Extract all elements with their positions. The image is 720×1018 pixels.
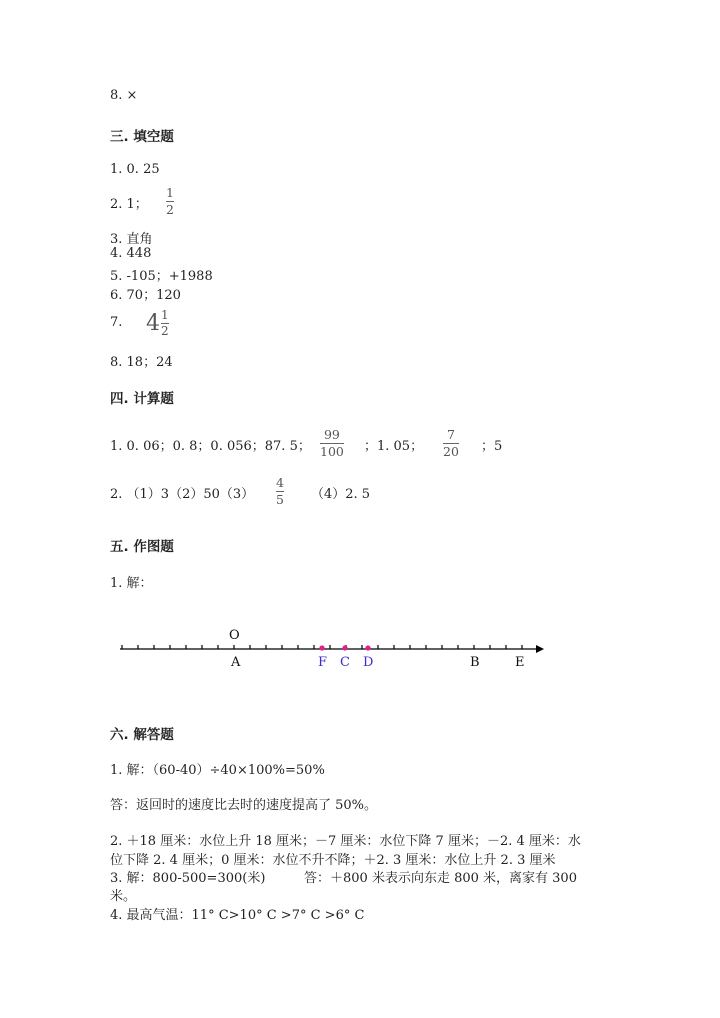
fraction-numerator: 7 [446,427,455,442]
fraction-denominator: 2 [166,201,174,217]
label-b: B [470,655,480,670]
solution-3-answer: 答：＋800 米表示向东走 800 米，离家有 300 [304,871,577,886]
drawing-answer-1: 1. 解： [110,576,153,591]
fill-answer-2: 2. 1； [110,197,148,212]
calc-answer-1-part-b: ；1. 05； [364,439,424,454]
fraction-denominator: 5 [276,491,284,507]
section-title-drawing: 五. 作图题 [110,539,174,555]
fill-answer-8: 8. 18；24 [110,355,173,370]
solution-3-calc: 3. 解：800-500=300(米) [110,871,266,886]
calc-answer-2-part-b: （4）2. 5 [311,487,371,502]
fraction-one-half [166,186,174,217]
fill-answer-4: 4. 448 [110,246,152,261]
fill-answer-6: 6. 70；120 [110,288,181,303]
mixed-number-four-and-half [146,309,169,338]
number-line-figure [0,622,720,692]
section-title-calculation: 四. 计算题 [110,391,174,407]
fraction-denominator: 100 [320,443,344,459]
fill-answer-5: 5. -105；+1988 [110,269,213,284]
label-d: D [363,655,374,670]
point-f-marker [319,645,324,650]
fraction-7-20 [443,428,459,459]
point-c-marker [342,645,347,650]
calc-answer-1-part-c: ；5 [481,439,503,454]
fraction-numerator: 4 [276,475,284,490]
solution-4: 4. 最高气温：11° C>10° C >7° C >6° C [110,908,365,923]
fraction-denominator: 2 [161,324,169,339]
mixed-whole: 4 [146,311,160,337]
fraction-numerator: 1 [166,185,174,200]
solution-1-answer: 答：返回时的速度比去时的速度提高了 50%。 [110,798,378,813]
calc-answer-1-part-a: 1. 0. 06；0. 8；0. 056；87. 5； [110,439,311,454]
solution-2-line-1: 2. ＋18 厘米：水位上升 18 厘米；－7 厘米：水位下降 7 厘米；－2. 4 厘米：水 [110,834,581,849]
number-line-arrow-icon [536,645,544,653]
solution-3-answer-tail: 米。 [110,889,137,904]
calc-answer-2-part-a: 2. （1）3（2）50（3） [110,487,255,502]
label-e: E [515,655,525,670]
answer-8: 8. × [110,88,138,103]
point-d-marker [365,645,370,650]
section-title-solutions: 六. 解答题 [110,727,174,743]
label-a: A [231,655,241,670]
solution-1: 1. 解：（60-40）÷40×100%=50% [110,763,325,778]
fraction-4-5 [276,476,284,507]
fraction-99-100 [320,428,344,459]
fill-answer-1: 1. 0. 25 [110,162,160,177]
fill-answer-3: 3. 直角 [110,232,153,247]
mixed-fraction [161,309,169,338]
label-c: C [340,655,350,670]
fill-answer-7: 7. [110,315,123,330]
label-f: F [318,655,328,670]
label-o: O [229,628,240,643]
fraction-denominator: 20 [443,443,459,459]
section-title-fill-blank: 三. 填空题 [110,129,174,145]
fraction-numerator: 99 [323,427,340,442]
solution-2-line-2: 位下降 2. 4 厘米；0 厘米：水位不升不降；＋2. 3 厘米：水位上升 2. 3 厘米 [110,853,556,868]
fraction-numerator: 1 [161,308,169,322]
